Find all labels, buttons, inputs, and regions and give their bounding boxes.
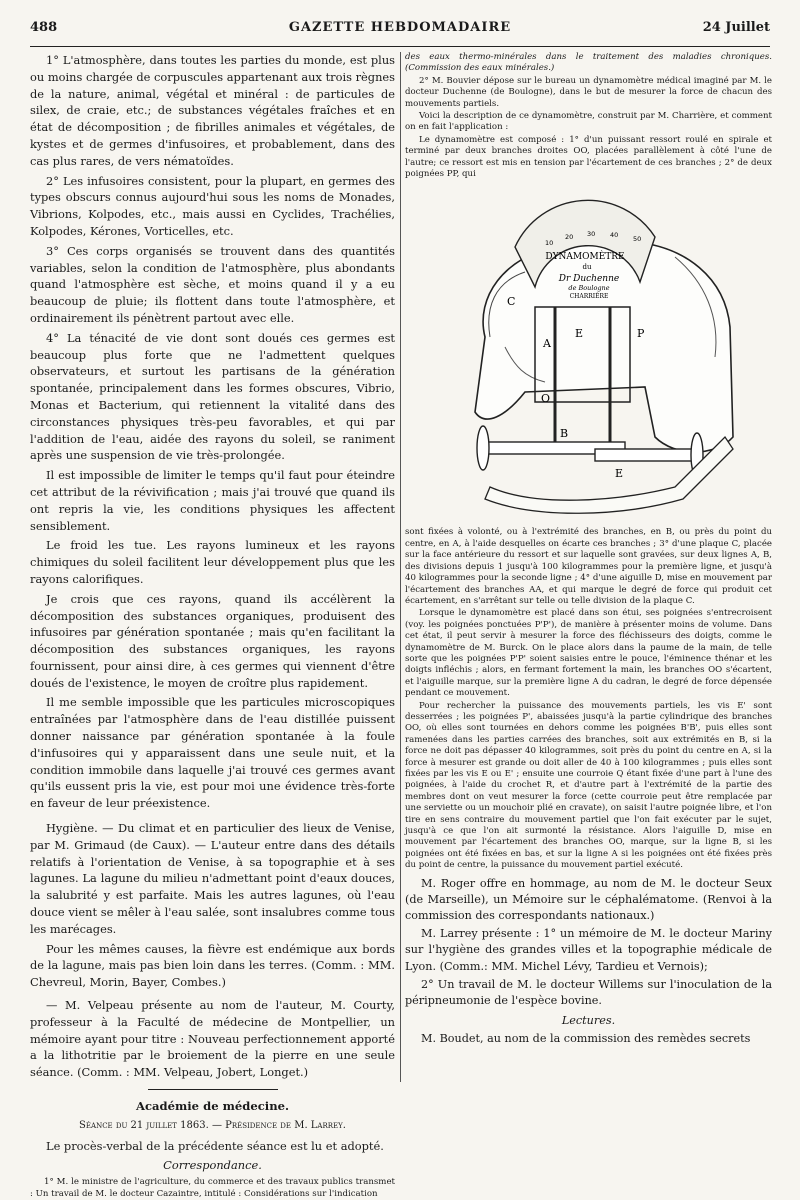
roger-paragraph: M. Roger offre en hommage, au nom de M. le docteur Seux (de Marseille), un Mémoire sur le céphalématome. (Renvoi à la commission des correspondants nationaux.) xyxy=(405,876,772,923)
paragraph: Le froid les tue. Les rayons lumineux et les rayons chimiques du soleil facilitent leur développement plus que les rayons calorifiques. xyxy=(30,538,395,586)
scale-tick-label: 20 xyxy=(565,233,574,242)
paragraph: Lorsque le dynamomètre est placé dans son étui, ses poignées s'entrecroisent (voy. les poignées ponctuées P'P'), de manière à présenter moins de volume. Dans cet état, il peut servir à mesurer la force des fléchisseurs des doigts, comme le dynamomètre de M. Burck. On le place alors dans la paume de la main, de telle sorte que les poignées P'P' soient saisies entre le pouce, l'éminence thénar et les doigts infléchis ; alors, en fermant fortement la main, les branches OO s'écartent, et l'aiguille marque, sur la première ligne A du cadran, le degré de force dépensée pendant ce mouvement. xyxy=(405,608,772,699)
willems-paragraph: 2° Un travail de M. le docteur Willems sur l'inoculation de la péripneumonie de l'espèce bovine. xyxy=(405,977,772,1008)
paragraph: 2° Les infusoires consistent, pour la plupart, en germes des types obscurs connus aujourd'hui sous les noms de Monades, Vibrions, Kolpodes, etc., mais aussi en Cyclides, Trachélies, Kolpodes, Kérones, Vorticelles, etc. xyxy=(30,173,395,238)
column-divider xyxy=(400,52,401,1082)
scale-tick-label: 50 xyxy=(633,235,642,244)
scale-tick-label: 10 xyxy=(545,239,554,248)
dial-brand-du: du xyxy=(582,263,592,272)
figure-label-e2: E xyxy=(615,467,624,481)
figure-label-e: E xyxy=(575,327,584,341)
figure-label-b: B xyxy=(560,427,569,441)
boudet-paragraph: M. Boudet, au nom de la commission des remèdes secrets xyxy=(421,1032,751,1046)
figure-label-p: P xyxy=(637,327,645,341)
hygiene-paragraph: Hygiène. — Du climat et en particulier des lieux de Venise, par M. Grimaud (de Caux). — L'auteur entre dans des détails relatifs à l'orientation de Venise, à sa topographie et à ses lagunes. La lagune du milieu n'admettant point d'eaux douces, la salubrité y est parfaite. Mais les autres lagunes, où l'eau douce vient se mêler à l'eau salée, sont insalubres comme tous les marécages. xyxy=(30,821,395,936)
paragraph: Il me semble impossible que les particules microscopiques entraînées par l'atmosphère dans de l'eau distillée puissent donner naissance par génération spontanée à la foule d'infusoires qui y apparaissent dans une seule nuit, et la condition immobile dans laquelle j'ai trouvé ces germes avant qu'ils eussent pris la vie, est pour moi une évidence très-forte en faveur de leur préexistence. xyxy=(30,695,395,811)
paragraph: Le dynamomètre est composé : 1° d'un puissant ressort roulé en spirale et terminé par deux branches droites OO, placées parallèlement à côté l'une de l'autre; ce ressort est mis en tension par l'écartement de ces branches ; 2° de deux poignées PP, qui xyxy=(405,134,772,180)
journal-title: GAZETTE HEBDOMADAIRE xyxy=(288,20,512,35)
paragraph: Je crois que ces rayons, quand ils accélèrent la décomposition des substances organiques, produisent des infusoires par génération spontanée ; mais qu'en facilitant la décomposition des substances organiques, les rayons fournissent, pour ainsi dire, à ces germes qui viennent d'être doués de l'existence, le moyen de croître plus rapidement. xyxy=(30,591,395,690)
velpeau-paragraph: — M. Velpeau présente au nom de l'auteur, M. Courty, professeur à la Faculté de médecine de Montpellier, un mémoire ayant pour titre : Nouveau perfectionnement apporté a la lithotritie par le broiement de la pierre en une seule séance. (Comm. : MM. Velpeau, Jobert, Longet.) xyxy=(30,998,395,1080)
larrey-paragraph: M. Larrey présente : 1° un mémoire de M. le docteur Mariny sur l'hygiène des grandes villes et la topographie médicale de Lyon. (Comm.: MM. Michel Lévy, Tardieu et Vernois); xyxy=(405,927,772,973)
paragraph: sont fixées à volonté, ou à l'extrémité des branches, en B, ou près du point du centre, en A, à l'aide desquelles on écarte ces branches ; 3° d'une plaque C, placée sur la face antérieure du ressort et sur laquelle sont gravées, sur deux lignes A, B, des divisions depuis 1 jusqu'à 100 kilogrammes pour la première ligne, et jusqu'à 40 kilogrammes pour la seconde ligne ; 4° d'une aiguille D, mise en mouvement par l'écartement des branches AA, et qui marque le degré de force qui produit cet écartement, en s'arrêtant sur telle ou telle division de la plaque C. xyxy=(405,527,772,606)
paragraph: 1° L'atmosphère, dans toutes les parties du monde, est plus ou moins chargée de corpuscules appartenant aux trois règnes de la nature, animal, végétal et minéral : de particules de silex, de craie, etc.; de substances végétales fraîches et en état de décomposition ; de fibrilles animales et végétales, de kystes et de germes d'infusoires, et probablement, dans des cas plus rares, de vers nématoïdes. xyxy=(30,53,395,168)
header-rule xyxy=(30,46,770,47)
academie-heading: Académie de médecine. xyxy=(135,1099,290,1114)
paragraph: Pour rechercher la puissance des mouvements partiels, les vis E' sont desserrées ; les poignées P', abaissées jusqu'à la partie cylindrique des branches OO, où elles sont tournées en dehors comme les poignées B'B', puis elles sont ramenées dans les parties carrées des branches, soit aux extrémités en B, si la force ne doit pas dépasser 40 kilogrammes, soit près du point du centre en A, si la force à mesurer est grande ou doit aller de 40 à 100 kilogrammes ; puis elles sont fixées par les vis E ou E' ; ensuite une courroie Q étant fixée d'une part à l'une des poignées, à l'aide du crochet R, et d'autre part à l'extrémité de la partie des membres dont on veut mesurer la force (cette courroie peut être remplacée par une serviette ou un mouchoir plié en cravate), on saisit l'autre poignée libre, et l'on tire en sens contraire du mouvement partiel que l'on fait exécuter par le sujet, jusqu'à ce que l'on ait surmonté la résistance. Alors l'aiguille D, mise en mouvement par l'écartement des branches OO, marque, sur la ligne B, si les poignées ont été fixées en bas, et sur la ligne A si les poignées ont été fixées près du point de centre, la puissance du mouvement partiel exécuté. xyxy=(405,700,772,871)
dial-brand: DYNAMOMÈTRE xyxy=(545,252,625,263)
section-rule xyxy=(148,1089,278,1090)
dial-brand-name: Dr Duchenne xyxy=(558,274,620,285)
page-header xyxy=(30,6,770,46)
figure-label-c: C xyxy=(507,295,516,309)
proces-verbal: Le procès-verbal de la précédente séance est lu et adopté. xyxy=(46,1138,384,1153)
issue-date: 24 Juillet xyxy=(702,20,770,35)
dynamometer-figure xyxy=(415,187,745,517)
correspondance-heading: Correspondance. xyxy=(163,1158,262,1173)
dial-brand-maker: CHARRIÈRE xyxy=(569,293,609,301)
scale-tick-label: 40 xyxy=(610,231,619,240)
paragraph: Il est impossible de limiter le temps qu'il faut pour éteindre cet attribut de la réviviﬁcation ; mais j'ai trouvé que quand ils ont repris la vie, les conditions physiques les affectent sensiblement. xyxy=(30,468,395,533)
dial-brand-place: de Boulogne xyxy=(568,284,610,293)
figure-label-o: O xyxy=(541,392,551,406)
paragraph: 2° M. Bouvier dépose sur le bureau un dynamomètre médical imaginé par M. le docteur Duchenne (de Boulogne), dans le but de mesurer la force de chacun des mouvements partiels. xyxy=(405,75,772,109)
correspondance-item: 1° M. le ministre de l'agriculture, du commerce et des travaux publics transmet : Un travail de M. le docteur Cazaintre, intitulé : Considérations sur l'indication xyxy=(30,1177,395,1199)
left-column xyxy=(30,52,395,1199)
scale-tick-label: 30 xyxy=(587,230,596,239)
seance-line: Séance du 21 juillet 1863. — Présidence de M. Larrey. xyxy=(79,1119,346,1131)
paragraph: 4° La ténacité de vie dont sont doués ces germes est beaucoup plus forte que ne l'admettent quelques observateurs, et surtout les partisans de la génération spontanée, principalement dans les formes obscures, Vibrio, Monas et Bacterium, qui retiennent la vitalité dans des circonstances physiques très-peu favorables, et qui par l'addition de l'eau, aidée des rayons du soleil, se raniment après une suspension de vie très-prolongée. xyxy=(30,330,395,463)
paragraph: des eaux thermo-minérales dans le traitement des maladies chroniques. (Commission des eaux minérales.) xyxy=(405,52,772,74)
hygiene-paragraph-2: Pour les mêmes causes, la fièvre est endémique aux bords de la lagune, mais pas bien loin dans les terres. (Comm. : MM. Chevreul, Morin, Bayer, Combes.) xyxy=(30,941,395,990)
paragraph: 3° Ces corps organisés se trouvent dans des quantités variables, selon la condition de l'atmosphère, plus abondants quand l'atmosphère est sèche, et moins quand il y a eu beaucoup de pluie; ils flottent dans toute l'atmosphère, et ordinairement ils pénètrent partout avec elle. xyxy=(30,243,395,325)
paragraph: Voici la description de ce dynamomètre, construit par M. Charrière, et comment on en fait l'application : xyxy=(405,111,772,133)
figure-label-a: A xyxy=(543,337,551,351)
right-column xyxy=(405,52,772,1082)
page-number: 488 xyxy=(30,20,58,35)
lectures-heading: Lectures. xyxy=(561,1014,616,1028)
